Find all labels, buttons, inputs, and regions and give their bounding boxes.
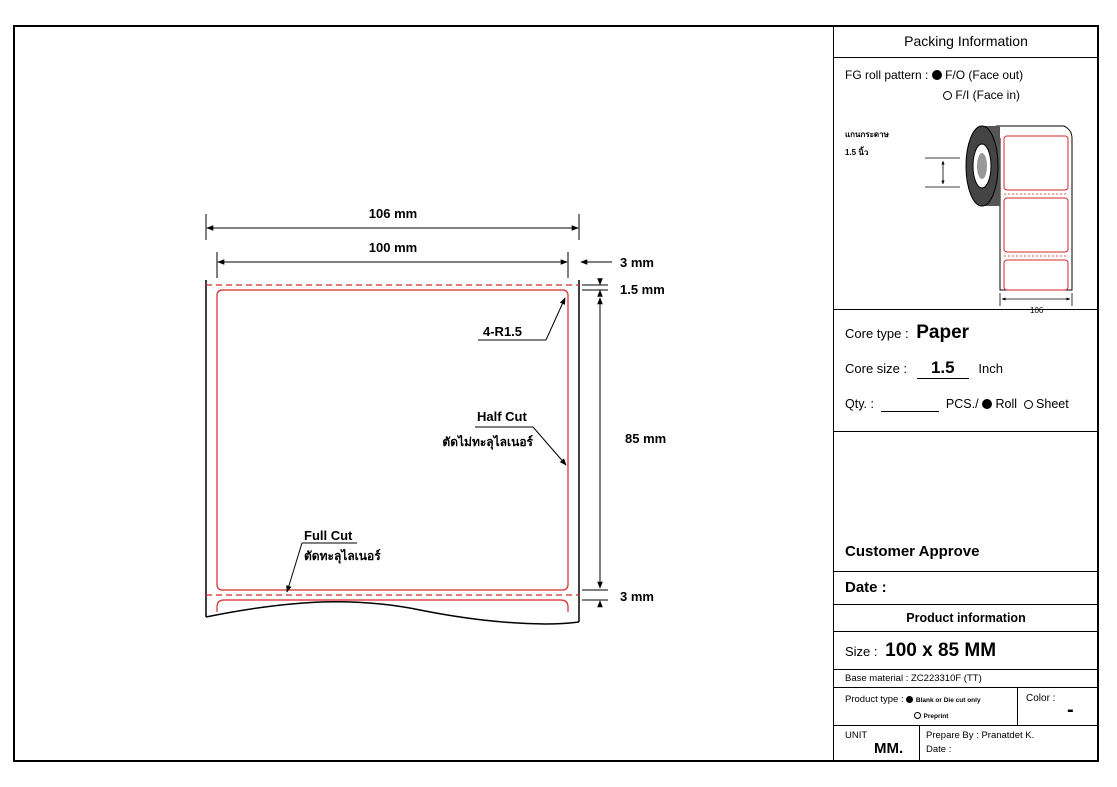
qty-label: Qty. : (845, 397, 874, 411)
qty-sheet-radio (1024, 400, 1033, 409)
size-value: 100 x 85 MM (885, 640, 997, 661)
fg-roll-section (834, 58, 1098, 315)
prepare-date: Date : (926, 744, 952, 755)
product-type-row (834, 688, 1098, 726)
core-size-value: 1.5 (917, 358, 969, 379)
size-label: Size : (845, 644, 878, 659)
base-material-row (834, 670, 1098, 688)
unit-row (834, 726, 1098, 761)
product-info-title-row (834, 605, 1098, 632)
bottom-gap-label: 3 mm (620, 589, 654, 604)
customer-approve-section (834, 432, 1098, 572)
width-outer-label: 106 mm (368, 206, 418, 221)
qty-unit: PCS./ (945, 397, 979, 411)
color-divider (1017, 688, 1018, 725)
full-cut-title: Full Cut (304, 528, 353, 543)
half-cut-title: Half Cut (477, 409, 527, 424)
product-type-blank-label: Blank or Die cut only (915, 697, 981, 704)
corner-radius-label: 4-R1.5 (483, 324, 523, 339)
liner-web (206, 280, 579, 624)
unit-divider (919, 726, 920, 761)
product-type-preprint-radio (914, 712, 921, 719)
height-label: 85 mm (625, 431, 667, 446)
core-type-value: Paper (916, 322, 970, 343)
base-material: Base material : ZC223310F (TT) (845, 673, 982, 684)
product-info-title: Product information (906, 611, 1026, 625)
date-row (834, 572, 1098, 605)
core-section (834, 310, 1098, 432)
width-label: 100 mm (368, 240, 418, 255)
half-cut-thai: ตัดไม่ทะลุไลเนอร์ (442, 435, 533, 449)
core-size-label: Core size : (845, 361, 908, 376)
fg-face-in-label: F/I (Face in) (955, 88, 1021, 102)
product-type-preprint-label: Preprint (923, 713, 949, 720)
qty-roll-label: Roll (995, 397, 1018, 411)
fg-face-in-radio (943, 91, 952, 100)
date-label: Date : (845, 579, 887, 596)
prepare-by: Prepare By : Pranatdet K. (926, 730, 1035, 741)
fg-face-out-label: F/O (Face out) (945, 68, 1024, 82)
roll-width-label: 106 (1030, 306, 1044, 315)
packing-title-row (834, 26, 1098, 58)
product-type-label: Product type : (845, 694, 904, 705)
core-thai-line1: แกนกระดาษ (845, 130, 889, 139)
dimension-lines (206, 214, 612, 604)
product-type-blank-radio (906, 696, 913, 703)
core-type-label: Core type : (845, 326, 909, 341)
side-gap-label: 3 mm (620, 255, 654, 270)
unit-value: MM. (874, 740, 904, 757)
size-row (834, 632, 1098, 670)
core-thai-line2: 1.5 นิ้ว (845, 148, 869, 157)
qty-roll-radio (982, 399, 992, 409)
full-cut-thai: ตัดทะลุไลเนอร์ (304, 549, 381, 563)
packing-title: Packing Information (904, 33, 1028, 49)
roll-illustration (920, 106, 1100, 311)
fg-roll-label: FG roll pattern : (845, 68, 929, 82)
info-panel (833, 26, 1098, 761)
core-size-unit: Inch (978, 361, 1003, 376)
unit-label: UNIT (845, 730, 868, 741)
color-value: - (1067, 699, 1074, 721)
top-gap-label: 1.5 mm (620, 282, 665, 297)
qty-sheet-label: Sheet (1036, 397, 1069, 411)
fg-face-out-radio (932, 70, 942, 80)
customer-approve-label: Customer Approve (845, 543, 980, 560)
qty-blank (881, 397, 939, 412)
color-label: Color : (1026, 693, 1056, 704)
